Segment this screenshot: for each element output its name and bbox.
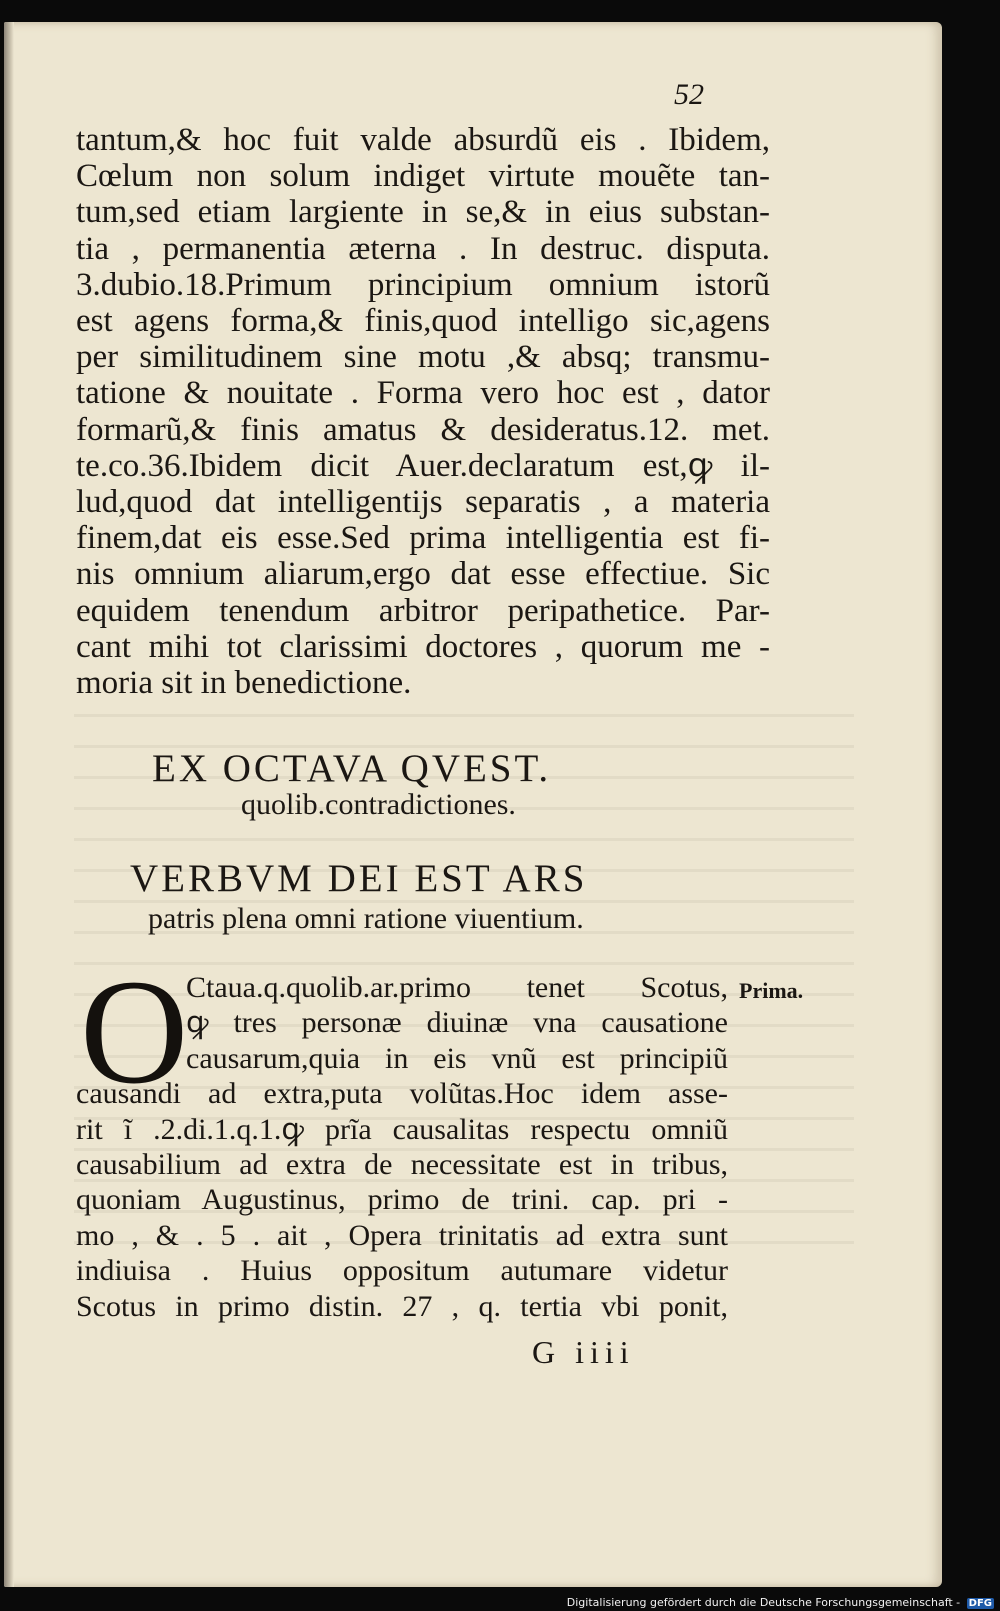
text-line: est agens forma,& finis,quod intelligo sic,agens: [76, 303, 770, 340]
credit-text: Digitalisierung gefördert durch die Deutsche Forschungsgemeinschaft -: [566, 1596, 961, 1609]
text-line: indiuisa . Huius oppositum autumare videtur: [76, 1254, 728, 1288]
book-page: [4, 22, 942, 1587]
body-paragraph: [76, 122, 770, 701]
marginal-note: Prima.: [739, 978, 804, 1003]
text-line: Scotus in primo distin. 27 , q. tertia vbi ponit,: [76, 1289, 728, 1323]
text-line: causarum,quia in eis vnũ est principiũ: [186, 1041, 728, 1075]
text-line: per similitudinem sine motu ,& absq; transmu-: [76, 339, 770, 376]
text-line: tatione & nouitate . Forma vero hoc est , dator: [76, 375, 770, 412]
digitization-credit: [567, 1596, 994, 1609]
chapter-subheading: patris plena omni ratione viuentium.: [148, 902, 584, 935]
second-paragraph: [76, 949, 728, 1324]
dfg-logo: DFG: [968, 1598, 992, 1609]
text-line: formarũ,& finis amatus & desideratus.12. met.: [76, 411, 770, 448]
text-line: finem,dat eis esse.Sed prima intelligentia est fi-: [76, 520, 770, 557]
text-line: equidem tenendum arbitror peripathetice. Par-: [76, 592, 770, 629]
section-heading: EX OCTAVA QVEST.: [152, 747, 552, 790]
text-line: ꝙ tres personæ diuinæ vna causatione: [186, 1006, 728, 1040]
text-line: quoniam Augustinus, primo de trini. cap. pri -: [76, 1183, 728, 1217]
text-line: tum,sed etiam largiente in se,& in eius substan-: [76, 194, 770, 231]
text-line: mo , & . 5 . ait , Opera trinitatis ad extra sunt: [76, 1218, 728, 1252]
drop-capital: O: [80, 949, 189, 1115]
text-line: 3.dubio.18.Primum principium omnium istorũ: [76, 266, 770, 303]
text-line: causandi ad extra,puta volũtas.Hoc idem asse-: [76, 1077, 728, 1111]
text-line: Ctaua.q.quolib.ar.primo tenet Scotus,: [186, 971, 728, 1004]
text-line: te.co.36.Ibidem dicit Auer.declaratum est,ꝙ il-: [76, 447, 770, 484]
page-spine-shadow: [4, 22, 14, 1587]
text-line: Cœlum non solum indiget virtute mouẽte tan-: [76, 158, 770, 195]
page-number: 52: [674, 78, 704, 111]
text-line: cant mihi tot clarissimi doctores , quorum me -: [76, 628, 770, 665]
section-subheading: quolib.contradictiones.: [241, 788, 516, 821]
text-line: causabilium ad extra de necessitate est in tribus,: [76, 1148, 728, 1182]
chapter-heading: VERBVM DEI EST ARS: [130, 857, 588, 900]
text-line: rit ĩ .2.di.1.q.1.ꝙ prĩa causalitas respectu omniũ: [76, 1112, 728, 1146]
text-line: moria sit in benedictione.: [76, 665, 412, 702]
text-line: nis omnium aliarum,ergo dat esse effectiue. Sic: [76, 556, 770, 593]
text-line: tantum,& hoc fuit valde absurdũ eis . Ibidem,: [76, 122, 770, 158]
text-line: tia , permanentia æterna . In destruc. disputa.: [76, 230, 770, 267]
text-line: lud,quod dat intelligentĳs separatis , a materia: [76, 484, 770, 521]
signature-mark: G iiii: [532, 1334, 635, 1370]
